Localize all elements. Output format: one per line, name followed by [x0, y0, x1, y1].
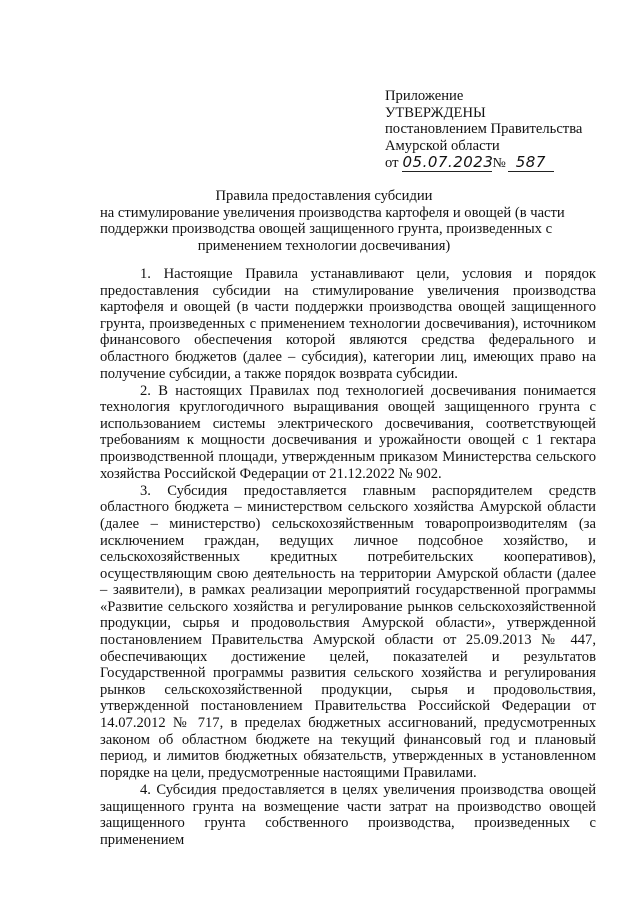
document-body: [100, 266, 596, 848]
approved-label: УТВЕРЖДЕНЫ: [385, 104, 486, 121]
number-sign: №: [492, 156, 506, 171]
document-title: [100, 188, 565, 254]
paragraph-1: 1. Настоящие Правила устанавливают цели, условия и порядок предоставления субсидии на стимулирование увеличения производства картофеля и овощей (в части поддержки производства овощей защищенного грунта, произведенных с применением технологии досвечивания), источником финансового обеспечения которой являются средства федерального и областного бюджетов (далее – субсидия), категории лиц, имеющих право на получение субсидии, а также порядок возврата субсидии.: [100, 266, 596, 382]
date-prefix: от: [385, 155, 399, 171]
handwritten-date: 05.07.2023: [402, 153, 494, 171]
region-label: Амурской области: [385, 137, 500, 154]
paragraph-4: 4. Субсидия предоставляется в целях увеличения производства овощей защищенного грунта на возмещение части затрат на производство овощей защищенного грунта собственного производства, произведенных с применением: [100, 781, 596, 848]
paragraph-2: 2. В настоящих Правилах под технологией досвечивания понимается технология круглогодичного выращивания овощей защищенного грунта с использованием системы электрического досвечивания, соответствующей требованиям к мощности досвечивания и урожайности овощей с 1 гектара производственной площади, утвержденным приказом Министерства сельского хозяйства Российской Федерации от 21.12.2022 № 902.: [100, 382, 596, 482]
appendix-approval-block: [385, 88, 582, 173]
handwritten-number: 587: [508, 154, 554, 172]
title-line-1: Правила предоставления субсидии: [215, 188, 433, 204]
resolution-label: постановлением Правительства: [385, 121, 583, 137]
title-line-2: на стимулирование увеличения производства картофеля и овощей (в части: [100, 204, 565, 221]
approval-date-line: [385, 154, 582, 173]
paragraph-3: 3. Субсидия предоставляется главным распорядителем средств областного бюджета – министерством сельского хозяйства Амурской области (далее – министерство) сельскохозяйственным товаропроизводителям (за исключением граждан, ведущих личное подсобное хозяйство, и сельскохозяйственных кредитных потребительских кооперативов), осуществляющим свою деятельность на территории Амурской области (далее – заявители), в рамках реализации мероприятий государственной программы «Развитие сельского хозяйства и регулирование рынков сельскохозяйственной продукции, сырья и продовольствия Амурской области», утвержденной постановлением Правительства Амурской области от 25.09.2013 № 447, обеспечивающих достижение целей, показателей и результатов Государственной программы развития сельского хозяйства и регулирования рынков сельскохозяйственной продукции, сырья и продовольствия, утвержденной постановлением Правительства Российской Федерации от 14.07.2012 № 717, в пределах бюджетных ассигнований, предусмотренных законом об областном бюджете на текущий финансовый год и плановый период, и лимитов бюджетных обязательств, утвержденных в установленном порядке на цели, предусмотренные настоящими Правилами.: [100, 482, 596, 781]
appendix-label: Приложение: [385, 88, 464, 104]
title-line-3: поддержки производства овощей защищенного грунта, произведенных с: [100, 221, 553, 237]
title-line-4: применением технологии досвечивания): [197, 237, 451, 254]
